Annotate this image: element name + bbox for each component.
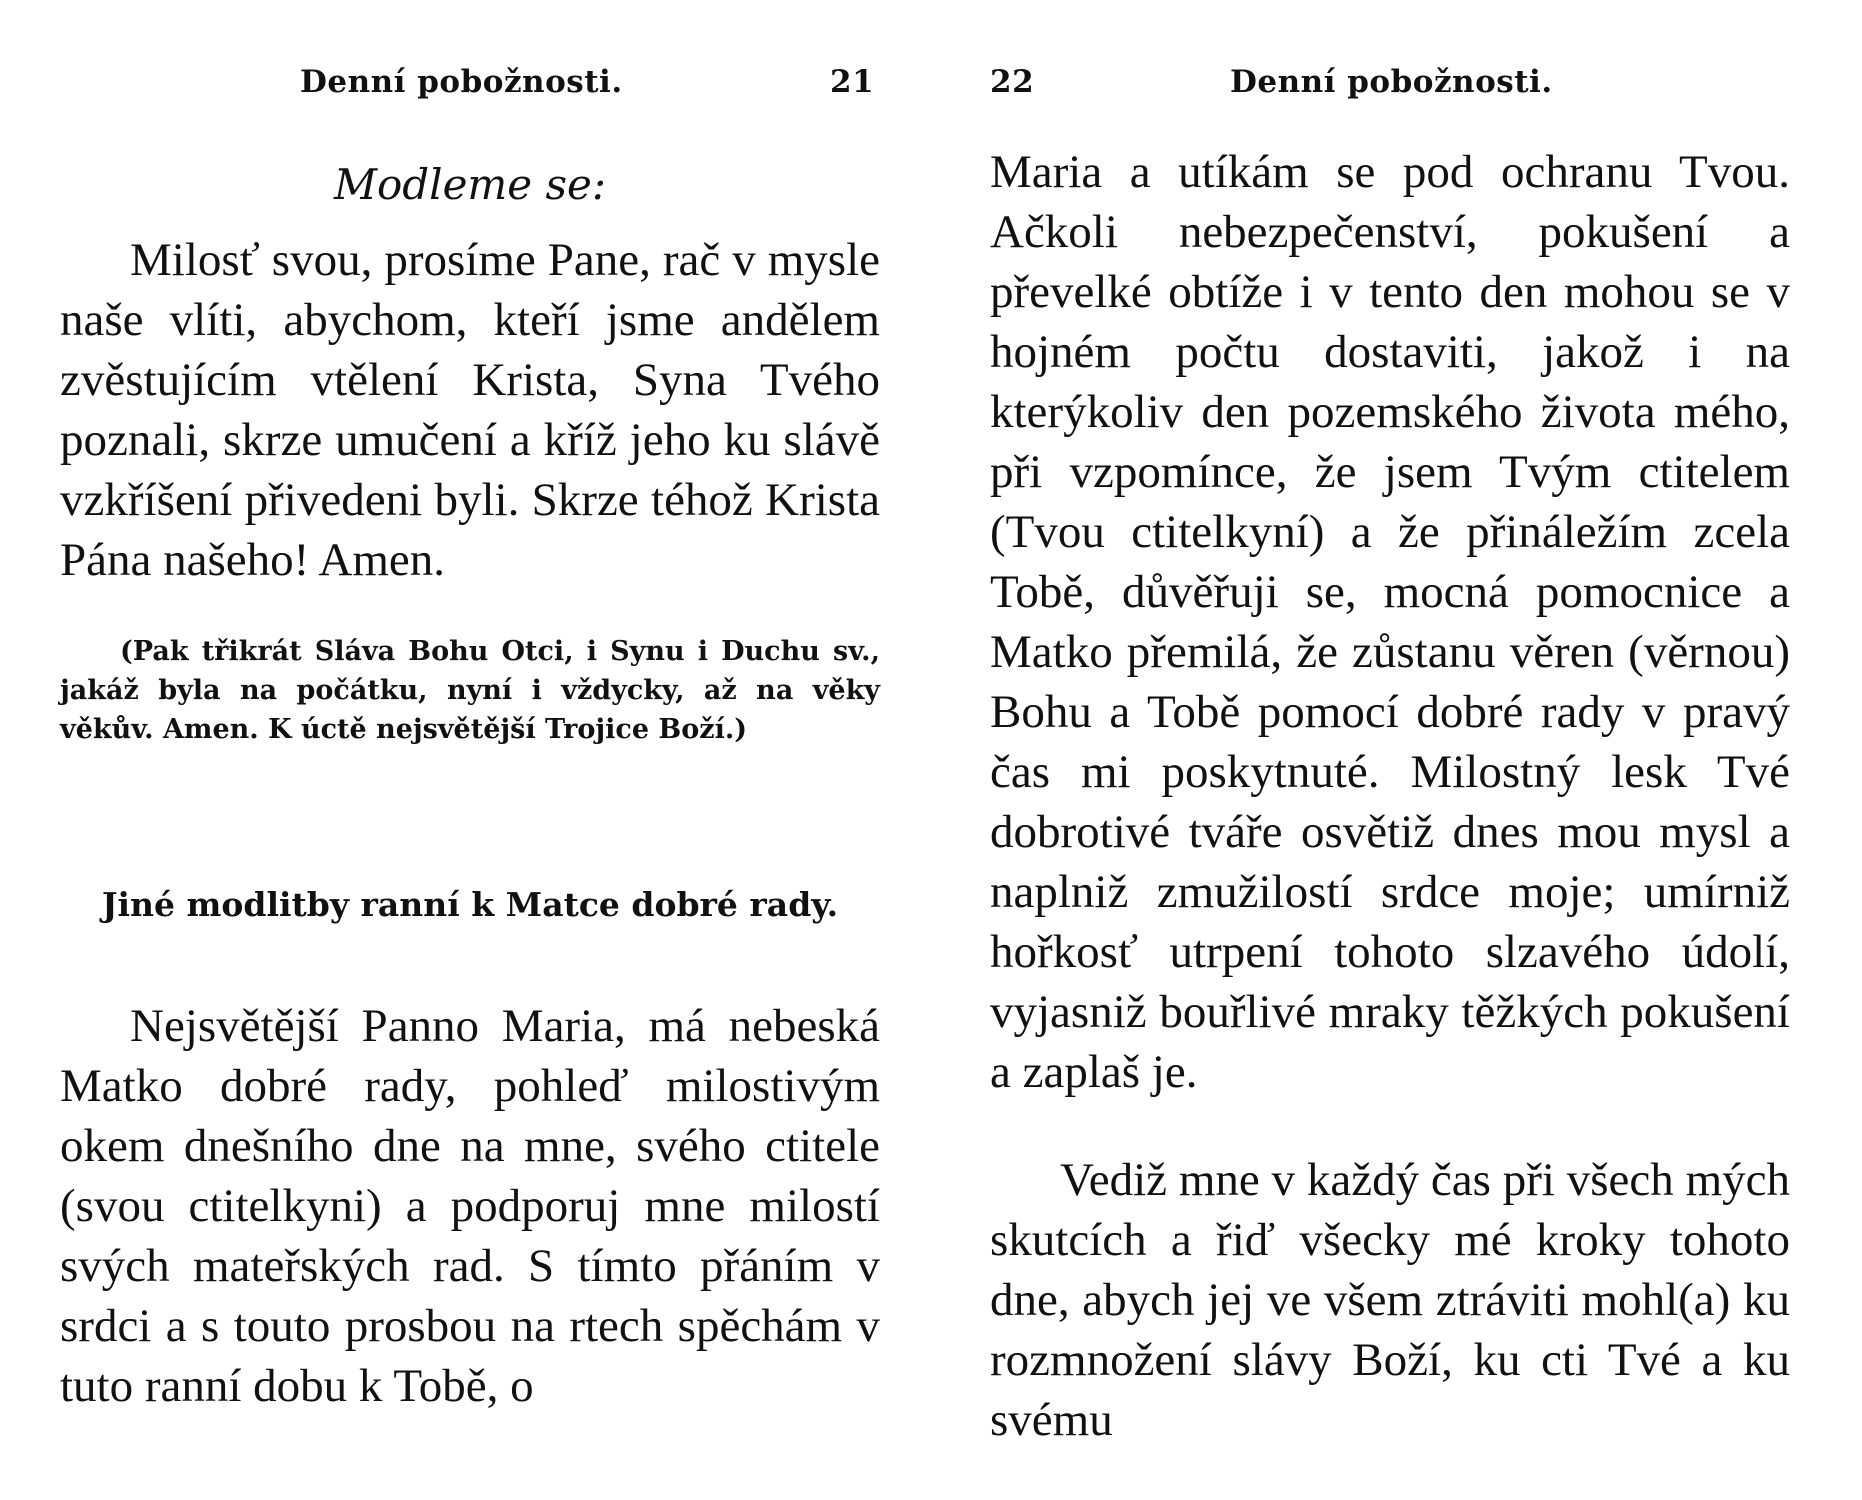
section-heading: Jiné modlitby ranní k Matce dobré rady. — [101, 885, 839, 924]
prayer-heading: Modleme se: — [333, 160, 607, 209]
right-paragraph-2: Vediž mne v každý čas při všech mých skutcích a řiď všecky mé kroky tohoto dne, abych jej ve všem ztráviti mohl(a) ku rozmnožení slávy Boží, ku cti Tvé a ku svému — [990, 1154, 1790, 1446]
right-page-number: 22 — [990, 64, 1035, 100]
left-running-head — [60, 64, 880, 104]
trinity-note: (Pak třikrát Sláva Bohu Otci, i Synu i Duchu sv., jakáž byla na počátku, nyní i vždycky, až na věky věkův. Amen. K úctě nejsvětější Trojice Boží.) — [60, 636, 880, 745]
right-running-title: Denní pobožnosti. — [1230, 64, 1553, 100]
left-page — [60, 0, 880, 1500]
right-paragraph-1: Maria a utíkám se pod ochranu Tvou. Ačkoli nebezpečenství, pokušení a převelké obtíže i v tento den mohou se v hojném počtu dostaviti, jakož i na kterýkoliv den pozemského života mého, při vzpomínce, že jsem Tvým ctitelem (Tvou ctitelkyní) a že přináležím zcela Tobě, důvěřuji se, mocná pomocnice a Matko přemilá, že zůstanu věren (věrnou) Bohu a Tobě pomocí dobré rady v pravý čas mi poskytnuté. Milostný lesk Tvé dobrotivé tváře osvětiž dnes mou mysl a naplniž zmužilostí srdce moje; umírniž hořkosť utrpení tohoto slzavého údolí, vyjasniž bouřlivé mraky těžkých pokušení a zaplaš je. — [990, 146, 1790, 1098]
right-page — [990, 0, 1790, 1500]
right-running-head — [990, 64, 1790, 104]
prayer-text: Milosť svou, prosíme Pane, rač v mysle naše vlíti, abychom, kteří jsme andělem zvěstujícím vtělení Krista, Syna Tvého poznali, skrze umučení a kříž jeho ku slávě vzkříšení přivedeni byli. Skrze téhož Krista Pána našeho! Amen. — [60, 234, 880, 586]
left-running-title: Denní pobožnosti. — [300, 64, 623, 100]
left-page-number: 21 — [830, 64, 875, 100]
left-paragraph: Nejsvětější Panno Maria, má nebeská Matko dobré rady, pohleď milostivým okem dnešního dne na mne, svého ctitele (svou ctitelkyni) a podporuj mne milostí svých mateřských rad. S tímto přáním v srdci a s touto prosbou na rtech spěchám v tuto ranní dobu k Tobě, o — [60, 1000, 880, 1412]
